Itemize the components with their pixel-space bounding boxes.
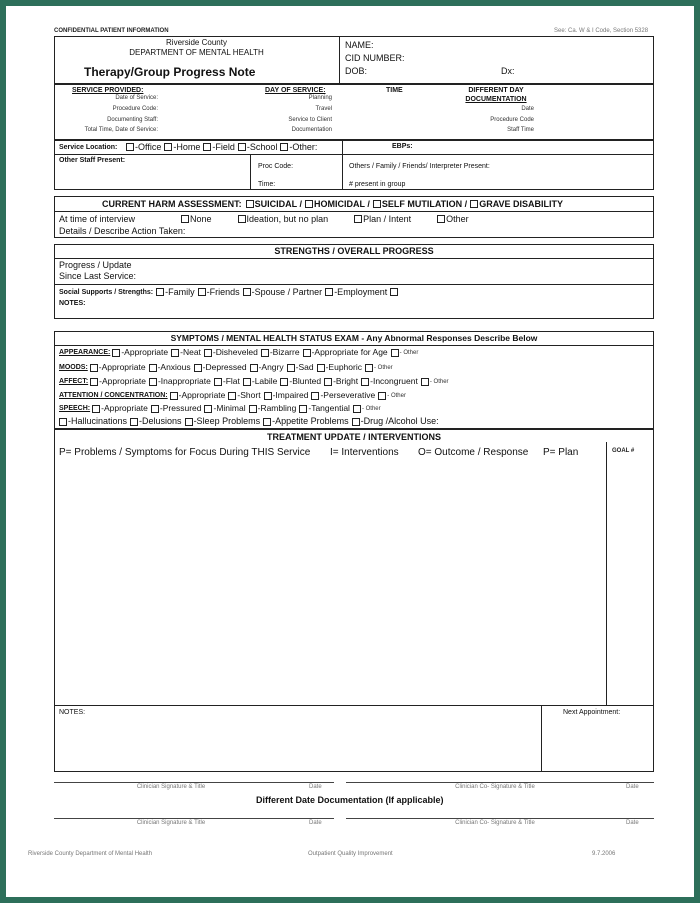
procedure-code-field[interactable]: Procedure Code: bbox=[112, 106, 158, 112]
service-location-row bbox=[59, 141, 117, 153]
documentation-field[interactable]: Documentation bbox=[291, 127, 332, 133]
co-signature-label-2: Clinician Co- Signature & Title bbox=[455, 820, 535, 826]
attention-impaired-checkbox[interactable] bbox=[264, 392, 272, 400]
clinician-signature-label-1: Clinician Signature & Title bbox=[136, 784, 206, 790]
different-date-label: Different Date Documentation (If applicable) bbox=[256, 795, 444, 805]
different-day-staff-time-field[interactable]: Staff Time bbox=[507, 127, 534, 133]
other-location-checkbox[interactable] bbox=[280, 143, 288, 151]
speech-other-checkbox[interactable] bbox=[353, 405, 361, 413]
employment-checkbox[interactable] bbox=[325, 288, 333, 296]
supports-label: Social Supports / Strengths: bbox=[59, 288, 154, 296]
clinician-signature-line-1[interactable] bbox=[54, 782, 334, 783]
affect-incongruent-checkbox[interactable] bbox=[361, 378, 369, 386]
attention-other-checkbox[interactable] bbox=[378, 392, 386, 400]
attention-appropriate-checkbox[interactable] bbox=[170, 392, 178, 400]
none-checkbox[interactable] bbox=[181, 215, 189, 223]
treatment-notes-area[interactable] bbox=[54, 442, 654, 705]
service-to-client-field[interactable]: Service to Client bbox=[288, 117, 332, 123]
dob-field[interactable]: DOB: bbox=[345, 66, 368, 76]
appearance-age-checkbox[interactable] bbox=[303, 349, 311, 357]
affect-blunted-checkbox[interactable] bbox=[280, 378, 288, 386]
appearance-disheveled-checkbox[interactable] bbox=[204, 349, 212, 357]
progress-note-form bbox=[6, 6, 694, 897]
field-checkbox[interactable] bbox=[203, 143, 211, 151]
others-present-field[interactable]: Others / Family / Friends/ Interpreter Present: bbox=[349, 163, 490, 170]
friends-checkbox[interactable] bbox=[198, 288, 206, 296]
speech-rambling-checkbox[interactable] bbox=[249, 405, 257, 413]
different-day-procedure-field[interactable]: Procedure Code bbox=[490, 117, 534, 123]
homicidal-checkbox[interactable] bbox=[305, 200, 313, 208]
clinician-signature-line-2[interactable] bbox=[54, 818, 334, 819]
moods-anxious-checkbox[interactable] bbox=[149, 364, 157, 372]
affect-appropriate-checkbox[interactable] bbox=[90, 378, 98, 386]
date-label-2: Date bbox=[626, 784, 639, 790]
goal-label: GOAL # bbox=[612, 448, 635, 454]
speech-pressured-checkbox[interactable] bbox=[151, 405, 159, 413]
treatment-notes-field[interactable]: NOTES: bbox=[59, 709, 86, 716]
outcome-label: O= Outcome / Response bbox=[418, 447, 529, 458]
co-signature-line-1[interactable] bbox=[346, 782, 654, 783]
footer-center: Outpatient Quality Improvement bbox=[308, 851, 393, 857]
appearance-row: APPEARANCE: -Appropriate -Neat -Disheveled -Bizarre -Appropriate for Age - Other bbox=[59, 347, 419, 358]
different-day-date-field[interactable]: Date bbox=[521, 106, 534, 112]
proc-code-field[interactable]: Proc Code: bbox=[258, 163, 294, 170]
problems-label: P= Problems / Symptoms for Focus During THIS Service bbox=[59, 447, 311, 458]
strengths-notes-field[interactable]: NOTES: bbox=[59, 300, 86, 307]
other-support-checkbox[interactable] bbox=[390, 288, 398, 296]
affect-other-checkbox[interactable] bbox=[421, 378, 429, 386]
symptoms-bottom-row: -Hallucinations -Delusions -Sleep Problems -Appetite Problems -Drug /Alcohol Use: bbox=[59, 416, 439, 427]
office-checkbox[interactable] bbox=[126, 143, 134, 151]
affect-flat-checkbox[interactable] bbox=[214, 378, 222, 386]
affect-row: AFFECT: -Appropriate -Inappropriate -Flat -Labile -Blunted -Bright -Incongruent - Other bbox=[59, 376, 449, 387]
date-label-4: Date bbox=[626, 820, 639, 826]
planning-field[interactable]: Planning bbox=[308, 95, 332, 101]
moods-appropriate-checkbox[interactable] bbox=[90, 364, 98, 372]
appearance-neat-checkbox[interactable] bbox=[171, 349, 179, 357]
time-field[interactable]: Time: bbox=[258, 181, 276, 188]
date-label-1: Date bbox=[309, 784, 322, 790]
attention-row: ATTENTION / CONCENTRATION: -Appropriate -Short -Impaired -Perseverative - Other bbox=[59, 390, 406, 401]
footer-left: Riverside County Department of Mental Health bbox=[28, 851, 153, 857]
present-in-group-field[interactable]: # present in group bbox=[349, 181, 406, 188]
spouse-checkbox[interactable] bbox=[243, 288, 251, 296]
drug-alcohol-checkbox[interactable] bbox=[352, 418, 360, 426]
appearance-appropriate-checkbox[interactable] bbox=[112, 349, 120, 357]
treatment-title: TREATMENT UPDATE / INTERVENTIONS bbox=[266, 432, 441, 442]
home-checkbox[interactable] bbox=[164, 143, 172, 151]
attention-perseverative-checkbox[interactable] bbox=[311, 392, 319, 400]
harm-assessment-title: CURRENT HARM ASSESSMENT: bbox=[102, 198, 242, 209]
name-field[interactable]: NAME: bbox=[345, 40, 374, 50]
appearance-bizarre-checkbox[interactable] bbox=[261, 349, 269, 357]
different-day-doc-label: DOCUMENTATION bbox=[465, 96, 527, 103]
speech-appropriate-checkbox[interactable] bbox=[92, 405, 100, 413]
other-harm-checkbox[interactable] bbox=[437, 215, 445, 223]
form-title: Therapy/Group Progress Note bbox=[84, 65, 256, 79]
details-field[interactable]: Details / Describe Action Taken: bbox=[59, 226, 186, 236]
moods-depressed-checkbox[interactable] bbox=[194, 364, 202, 372]
speech-tangential-checkbox[interactable] bbox=[299, 405, 307, 413]
harm-level-row: At time of interview None Ideation, but no plan Plan / Intent Other bbox=[59, 213, 469, 224]
cid-field[interactable]: CID NUMBER: bbox=[345, 53, 405, 63]
appearance-other-checkbox[interactable] bbox=[391, 349, 399, 357]
time-of-interview-label: At time of interview bbox=[59, 213, 136, 224]
progress-field[interactable]: Progress / Update bbox=[59, 260, 132, 270]
next-appointment-field[interactable]: Next Appointment: bbox=[563, 709, 621, 716]
service-location-options: -Office -Home -Field -School -Other: bbox=[126, 141, 320, 153]
travel-field[interactable]: Travel bbox=[315, 106, 332, 112]
affect-inappropriate-checkbox[interactable] bbox=[149, 378, 157, 386]
appetite-problems-checkbox[interactable] bbox=[263, 418, 271, 426]
ideation-checkbox[interactable] bbox=[238, 215, 246, 223]
hallucinations-checkbox[interactable] bbox=[59, 418, 67, 426]
moods-sad-checkbox[interactable] bbox=[287, 364, 295, 372]
time-label: TIME bbox=[386, 87, 403, 94]
speech-minimal-checkbox[interactable] bbox=[204, 405, 212, 413]
confidential-label: CONFIDENTIAL PATIENT INFORMATION bbox=[54, 28, 169, 34]
co-signature-label-1: Clinician Co- Signature & Title bbox=[455, 784, 535, 790]
affect-labile-checkbox[interactable] bbox=[243, 378, 251, 386]
moods-row: MOODS: -Appropriate -Anxious -Depressed -Angry -Sad -Euphoric - Other bbox=[59, 362, 393, 373]
harm-assessment-row: CURRENT HARM ASSESSMENT: SUICIDAL / HOMICIDAL / SELF MUTILATION / GRAVE DISABILITY bbox=[102, 198, 564, 209]
moods-other-checkbox[interactable] bbox=[365, 364, 373, 372]
clinician-signature-label-2: Clinician Signature & Title bbox=[136, 820, 206, 826]
documenting-staff-field[interactable]: Documenting Staff: bbox=[107, 117, 158, 123]
school-checkbox[interactable] bbox=[238, 143, 246, 151]
date-of-service-field[interactable]: Date of Service: bbox=[115, 95, 158, 101]
grave-disability-checkbox[interactable] bbox=[470, 200, 478, 208]
ebps-field[interactable]: EBPs: bbox=[392, 143, 413, 150]
day-of-service-label: DAY OF SERVICE: bbox=[265, 87, 326, 94]
plan-label: P= Plan bbox=[543, 447, 579, 458]
service-provided-label: SERVICE PROVIDED: bbox=[72, 87, 144, 94]
family-checkbox[interactable] bbox=[156, 288, 164, 296]
supports-row: Social Supports / Strengths: -Family -Friends -Spouse / Partner -Employment bbox=[59, 286, 399, 298]
other-staff-field[interactable]: Other Staff Present: bbox=[59, 157, 126, 164]
delusions-checkbox[interactable] bbox=[130, 418, 138, 426]
co-signature-line-2[interactable] bbox=[346, 818, 654, 819]
moods-euphoric-checkbox[interactable] bbox=[317, 364, 325, 372]
date-label-3: Date bbox=[309, 820, 322, 826]
plan-intent-checkbox[interactable] bbox=[354, 215, 362, 223]
self-mutilation-checkbox[interactable] bbox=[373, 200, 381, 208]
interventions-label: I= Interventions bbox=[330, 447, 399, 458]
mse-title: SYMPTOMS / MENTAL HEALTH STATUS EXAM - Any Abnormal Responses Describe Below bbox=[170, 333, 538, 343]
total-time-field[interactable]: Total Time, Date of Service: bbox=[84, 127, 158, 133]
attention-short-checkbox[interactable] bbox=[228, 392, 236, 400]
moods-angry-checkbox[interactable] bbox=[250, 364, 258, 372]
strengths-title: STRENGTHS / OVERALL PROGRESS bbox=[274, 246, 434, 256]
county-label: Riverside County bbox=[166, 38, 227, 47]
statute-label: See: Ca. W & I Code, Section 5328 bbox=[554, 28, 649, 34]
progress-field-line2: Since Last Service: bbox=[59, 271, 137, 281]
footer-right: 9.7.2006 bbox=[592, 851, 616, 857]
department-label: DEPARTMENT OF MENTAL HEALTH bbox=[129, 48, 264, 57]
sleep-problems-checkbox[interactable] bbox=[185, 418, 193, 426]
speech-row: SPEECH: -Appropriate -Pressured -Minimal -Rambling -Tangential - Other bbox=[59, 403, 381, 414]
suicidal-checkbox[interactable] bbox=[246, 200, 254, 208]
dx-field[interactable]: Dx: bbox=[501, 66, 515, 76]
service-location-label: Service Location: bbox=[59, 143, 118, 151]
affect-bright-checkbox[interactable] bbox=[324, 378, 332, 386]
different-day-label: DIFFERENT DAY bbox=[468, 87, 524, 94]
